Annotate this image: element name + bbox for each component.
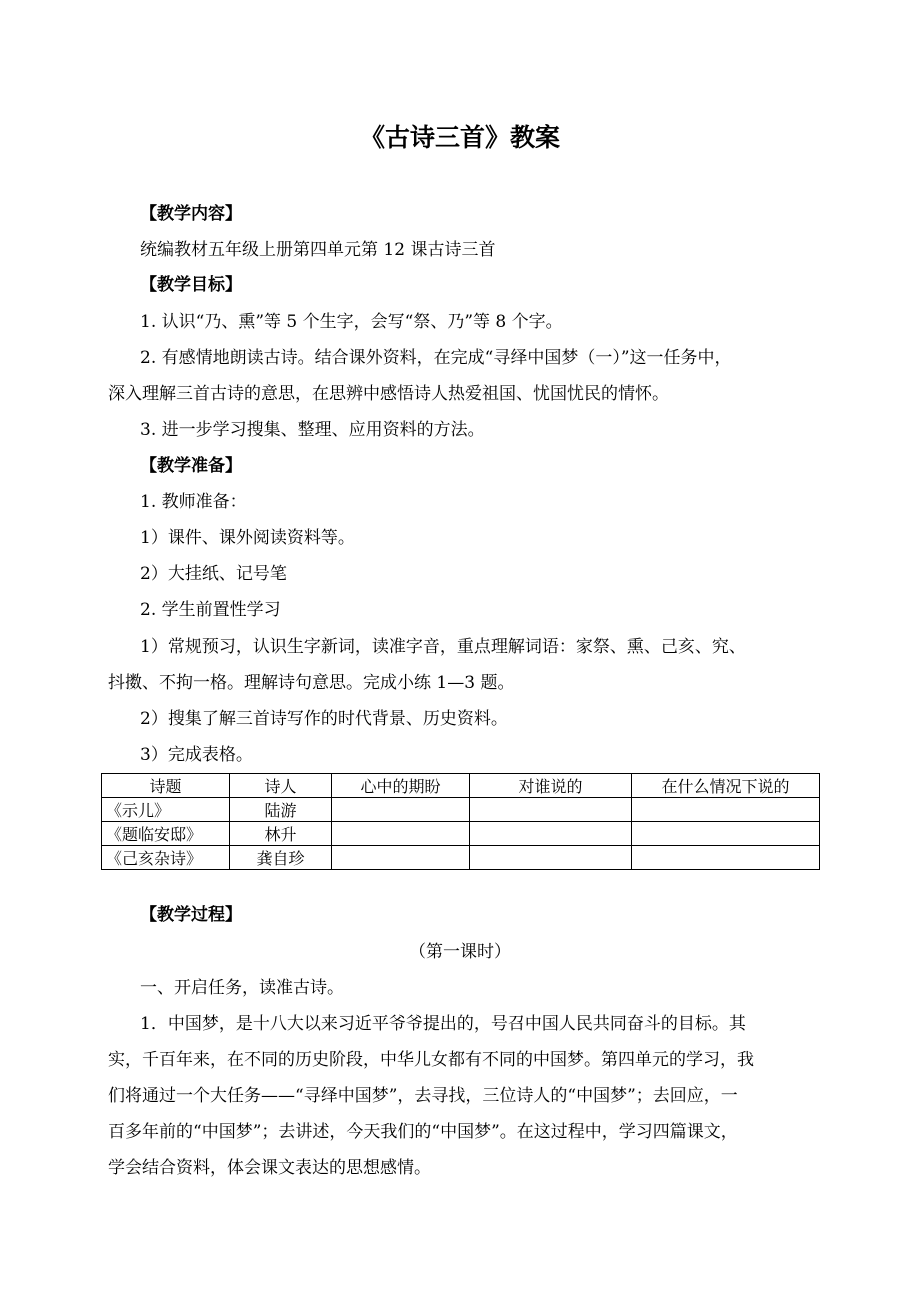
table-cell: [332, 822, 470, 846]
table-cell: 《示儿》: [102, 798, 230, 822]
table-cell: 《题临安邸》: [102, 822, 230, 846]
para-1-line-1: 1．中国梦，是十八大以来习近平爷爷提出的，号召中国人民共同奋斗的目标。其: [140, 1014, 746, 1034]
para-1-line-4: 百多年前的“中国梦”；去讲述，今天我们的“中国梦”。在这过程中，学习四篇课文，: [108, 1122, 738, 1142]
table-cell: [632, 798, 820, 822]
table-cell: 陆游: [230, 798, 332, 822]
table-cell: 《己亥杂诗》: [102, 846, 230, 870]
table-cell: [470, 822, 632, 846]
prep-student-item-2: 2）搜集了解三首诗写作的时代背景、历史资料。: [140, 709, 508, 729]
poem-table: [101, 773, 820, 870]
prep-heading: 【教学准备】: [140, 456, 242, 476]
prep-student-item-3: 3）完成表格。: [140, 745, 253, 765]
goal-2-line-2: 深入理解三首古诗的意思，在思辨中感悟诗人热爱祖国、忧国忧民的情怀。: [108, 384, 669, 404]
table-cell: 龚自珍: [230, 846, 332, 870]
para-1-line-3: 们将通过一个大任务——“寻绎中国梦”，去寻找，三位诗人的“中国梦”；去回应，一: [108, 1086, 738, 1106]
table-header-cell: 在什么情况下说的: [632, 774, 820, 798]
table-header-cell: 诗题: [102, 774, 230, 798]
goal-1: 1. 认识“乃、熏”等 5 个生字，会写“祭、乃”等 8 个字。: [140, 312, 563, 332]
table-cell: [632, 846, 820, 870]
goal-2-line-1: 2. 有感情地朗读古诗。结合课外资料，在完成“寻绎中国梦（一）”这一任务中，: [140, 348, 732, 368]
goal-3: 3. 进一步学习搜集、整理、应用资料的方法。: [140, 420, 485, 440]
prep-teacher-item-1: 1）课件、课外阅读资料等。: [140, 528, 355, 548]
prep-teacher: 1. 教师准备：: [140, 492, 247, 512]
prep-student: 2. 学生前置性学习: [140, 600, 281, 620]
table-header-cell: 对谁说的: [470, 774, 632, 798]
table-row: [102, 798, 820, 822]
table-header-cell: 诗人: [230, 774, 332, 798]
para-1-line-5: 学会结合资料，体会课文表达的思想感情。: [108, 1158, 431, 1178]
para-1-line-2: 实，千百年来，在不同的历史阶段，中华儿女都有不同的中国梦。第四单元的学习，我: [108, 1050, 754, 1070]
content-text: 统编教材五年级上册第四单元第 12 课古诗三首: [140, 240, 496, 260]
table-cell: 林升: [230, 822, 332, 846]
prep-teacher-item-2: 2）大挂纸、记号笔: [140, 564, 287, 584]
prep-student-item-1-line-2: 抖擞、不拘一格。理解诗句意思。完成小练 1—3 题。: [108, 673, 515, 693]
lesson-label: （第一课时）: [409, 942, 511, 962]
step-1: 一、开启任务，读准古诗。: [140, 978, 344, 998]
prep-student-item-1-line-1: 1）常规预习，认识生字新词，读准字音，重点理解词语：家祭、熏、己亥、究、: [140, 637, 746, 657]
table-cell: [470, 846, 632, 870]
table-row: [102, 822, 820, 846]
content-heading: 【教学内容】: [140, 204, 242, 224]
process-heading: 【教学过程】: [140, 905, 242, 925]
table-cell: [632, 822, 820, 846]
table-cell: [332, 798, 470, 822]
table-cell: [332, 846, 470, 870]
table-row: [102, 846, 820, 870]
document-title: 《古诗三首》教案: [359, 123, 560, 152]
goals-heading: 【教学目标】: [140, 275, 242, 295]
table-cell: [470, 798, 632, 822]
table-header-row: [102, 774, 820, 798]
table-header-cell: 心中的期盼: [332, 774, 470, 798]
